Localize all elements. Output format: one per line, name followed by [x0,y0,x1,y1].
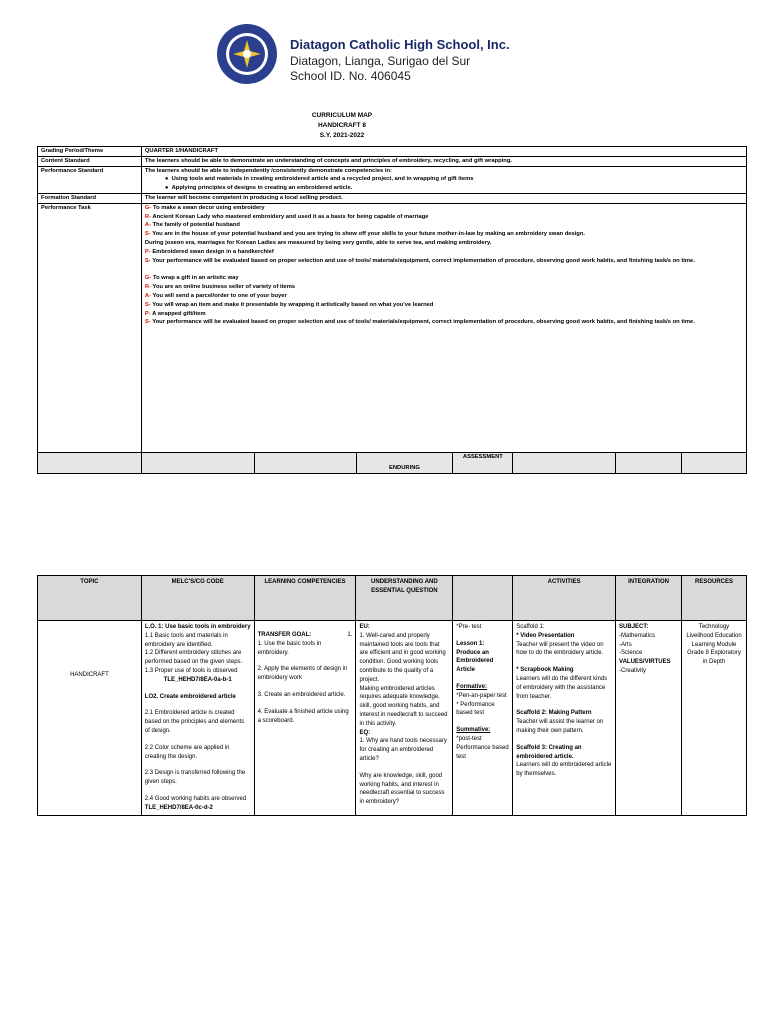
task-key: R- [144,284,152,291]
activity-text: Teacher will present the video on how to do the embroidery article. [516,641,604,657]
task-text: Ancient Korean Lady who mastered embroidery and used it as a basis for being capable of marriage [152,213,429,220]
performance-task-value [141,203,746,452]
header-integration: INTEGRATION [616,576,682,621]
eu-item: Making embroidered articles requires adequate knowledge, skill, good working habits, and interest in needlecraft to succeed in this activity. [359,685,448,727]
values-label: VALUES/VIRTUES [619,659,671,666]
pre-test: *Pre- test [456,624,482,630]
curriculum-map-table [37,575,747,816]
task-line [145,283,743,292]
document-titles [0,111,684,141]
activity-text: Learners will do embroidered article by themselves. [516,762,612,778]
lo2-title: LO2. Create embroidered article [144,693,236,700]
transfer-goal-label: TRANSFER GOAL: [257,632,312,638]
scaffold-1-label: Scaffold 1: [516,624,545,630]
table-row [38,147,747,157]
task-key: P- [144,248,151,255]
lesson-title: Lesson 1: Produce an Embroidered Article [456,640,494,674]
formative-label: Formative: [456,683,487,690]
task-key: A- [144,222,152,229]
list-item: * Performance based test [456,701,495,717]
doc-school-year: S.Y. 2021-2022 [319,132,365,139]
activity-title: * Scrapbook Making [516,667,574,674]
melc-code: TLE_HEHD7/8EA-0a-b-1 [163,676,232,683]
overview-table [37,146,747,474]
task-line [145,310,743,319]
performance-intro: The learners should be able to independently /consistently demonstrate competencies in: [144,167,392,174]
list-item: Performance based test [456,744,509,760]
school-name: Diatagon Catholic High School, Inc. [290,37,510,52]
list-item: 2.3 Design is transferred following the given steps. [144,770,246,786]
performance-standard-value [141,166,746,193]
table-header-row [38,576,747,621]
header-topic: TOPIC [38,576,142,621]
task-text: You are in the house of your potential husband and you are trying to show off your skills to your future mother-in-law by making an embroidery swan design. [152,231,585,238]
summative-label: Summative: [456,727,491,734]
activity-title: * Video Presentation [516,632,575,639]
task-text: You will wrap an item and make it presentable by wrapping it artistically based on what you've learned [152,301,434,308]
table-row [38,452,747,473]
competencies-cell [254,621,356,816]
header-understanding: UNDERSTANDING AND ESSENTIAL QUESTION [356,576,453,621]
activity-title: Scaffold 2: Making Pattern [516,710,592,717]
doc-title: CURRICULUM MAP [311,112,373,119]
task-line [145,301,743,310]
eq-item: 1. Why are hand tools necessary for creating an embroidered article? [359,738,447,762]
task-text: You will send a parcel/order to one of your buyer [152,292,287,299]
list-item: -Science [619,650,643,657]
list-item: 2.2 Color scheme are applied in creating the design. [144,744,230,760]
task-line [145,221,743,230]
table-row [38,193,747,203]
grading-value: QUARTER 1/HANDICRAFT [141,147,746,157]
task-key: G- [144,275,152,282]
list-item: *post-test [456,735,482,742]
integration-cell [616,621,682,816]
understanding-cell [356,621,453,816]
task-text: To make a swan decor using embroidery [152,204,265,211]
list-item: 2.1 Embroidered article is created based on the principles and elements of design. [144,710,245,734]
melc-code: TLE_HEHD7/8EA-0c-d-2 [144,804,213,811]
table-row [38,621,747,816]
task-line [145,318,743,327]
task-text: A wrapped gift/item [152,310,206,317]
assessment-label: ASSESSMENT [453,452,513,473]
table-row [38,156,747,166]
list-item: -Mathematics [619,632,656,639]
header-assessment [453,576,513,621]
formation-standard-label: Formation Standard [38,193,142,203]
task-line [145,230,743,239]
list-item: 1.1 Basic tools and materials in embroidery are identified. [144,632,228,648]
resources-cell: Technology Livelihood Education Learning Module Grade 8 Exploratory in Depth [682,621,747,816]
task-line [145,274,743,283]
table-row [38,203,747,452]
activity-text: Teacher will assist the learner on making their own pattern. [516,719,604,734]
header-melc: MELC'S/CG CODE [141,576,254,621]
task-note: During joseon era, marriages for Korean Ladies are measured by being very gentle, able to serve tea, and making embroidery. [144,239,492,246]
list-item: 2.4 Good working habits are observed [144,795,247,802]
school-seal-icon [215,22,279,86]
list-item: 4. Evaluate a finished article using a scoreboard. [257,708,349,724]
task-line [145,204,743,213]
list-item: *Pen-an-paper test [456,692,507,699]
performance-standard-label: Performance Standard [38,166,142,193]
task-line [145,257,743,266]
activity-text: Learners will do the different kinds of embroidery with the assistance from teacher. [516,675,608,700]
task-line [145,292,743,301]
list-item: 1.3 Proper use of tools is observed [144,667,238,674]
task-text: Your performance will be evaluated based on proper selection and use of tools/ materials/equipment, correct implementation of procedure, observing good work habits, and finishing task/s on time. [152,319,695,326]
eq-item: Why are knowledge, skill, good working habits, and interest in needlecraft essential to success in embroidery? [359,772,445,806]
lo1-title: L.O. 1: Use basic tools in embroidery [144,624,251,630]
list-item: 1. Use the basic tools in embroidery. [257,640,322,656]
doc-subject: HANDICRAFT 8 [317,122,367,129]
formation-standard-value: The learner will become competent in producing a local selling product. [141,193,746,203]
task-text: Embroidered swan design in a handkerchief [152,248,274,255]
task-line [145,248,743,257]
performance-task-label: Performance Task [38,203,142,452]
activities-cell [513,621,616,816]
header-resources: RESOURCES [682,576,747,621]
goal-number: 1. [347,632,353,638]
subject-label: SUBJECT: [619,624,649,630]
task-text: You are an online business seller of variety of items [152,284,296,291]
task-text: The family of potential husband [152,222,240,229]
task-key: S- [144,231,151,238]
enduring-label: ENDURING [356,452,453,473]
task-text: To wrap a gift in an artistic way [152,275,239,282]
task-key: R- [144,213,152,220]
task-text: Your performance will be evaluated based on proper selection and use of tools/ materials/equipment, correct implementation of procedure, observing good work habits, and finishing task/s on time. [152,257,695,264]
table-row [38,166,747,193]
content-standard-label: Content Standard [38,156,142,166]
school-id: School ID. No. 406045 [290,69,411,83]
eu-label: EU: [359,624,370,630]
list-item: -Creativity [619,667,647,674]
list-item: 3. Create an embroidered article. [257,691,346,698]
header-competencies: LEARNING COMPETENCIES [254,576,356,621]
header-activities: ACTIVITIES [513,576,616,621]
eu-item: 1. Well-cared and properly maintained tools are tools that are efficient and in good working condition. Good working tools contribute to the quality of a project. [359,632,446,683]
task-key: S- [144,301,151,308]
content-standard-value: The learners should be able to demonstrate an understanding of concepts and principles of embroidery, recycling, and gift wrapping. [141,156,746,166]
eq-label: EQ: [359,729,371,736]
list-item: -Arts [619,641,632,648]
topic-cell: HANDICRAFT [38,621,142,816]
activity-title: Scaffold 3: Creating an embroidered article. [516,744,582,760]
bullet-item: ● Using tools and materials in creating embroidered article and a recycled project, and in wrapping of gift items [164,176,474,183]
school-header [215,22,515,88]
grading-label: Grading Period/Theme [38,147,142,157]
assessment-cell [453,621,513,816]
task-key: A- [144,292,152,299]
task-key: S- [144,319,151,326]
task-key: P- [144,310,151,317]
task-line [145,213,743,222]
melc-cell [141,621,254,816]
task-key: G- [144,204,152,211]
task-key: S- [144,257,151,264]
bullet-item: ● Applying principles of designs in creating an embroidered article. [164,185,353,192]
list-item: 2. Apply the elements of design in embroidery work [257,666,348,682]
list-item: 1.2 Different embroidery stitches are performed based on the given steps. [144,650,243,666]
school-address: Diatagon, Lianga, Surigao del Sur [290,54,471,68]
